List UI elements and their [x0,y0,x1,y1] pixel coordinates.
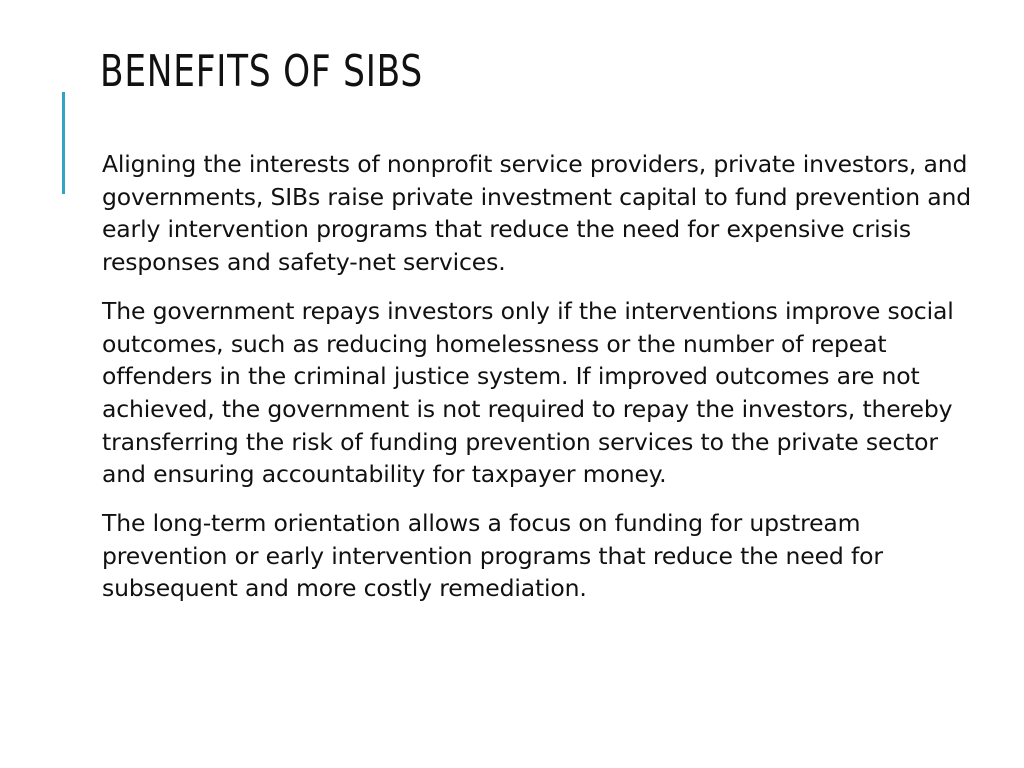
paragraph-long-term: The long-term orientation allows a focus on funding for upstream prevention or early intervention programs that reduce the need for subsequent and more costly remediation. [102,509,883,603]
paragraph-repayment: The government repays investors only if the interventions improve social outcomes, such as reducing homelessness or the number of repeat offenders in the criminal justice system. If improved outcomes are not achieved, the government is not required to repay the investors, thereby transferring the risk of funding prevention services to the private sector and ensuring accountability for taxpayer money. [102,296,954,489]
accent-bar [62,92,65,194]
paragraph-alignment: Aligning the interests of nonprofit service providers, private investors, and governments, SIBs raise private investment capital to fund prevention and early intervention programs that reduce the need for expensive crisis responses and safety-net services. [102,150,972,277]
slide-body [102,148,982,621]
slide-title: BENEFITS OF SIBS [100,46,423,97]
